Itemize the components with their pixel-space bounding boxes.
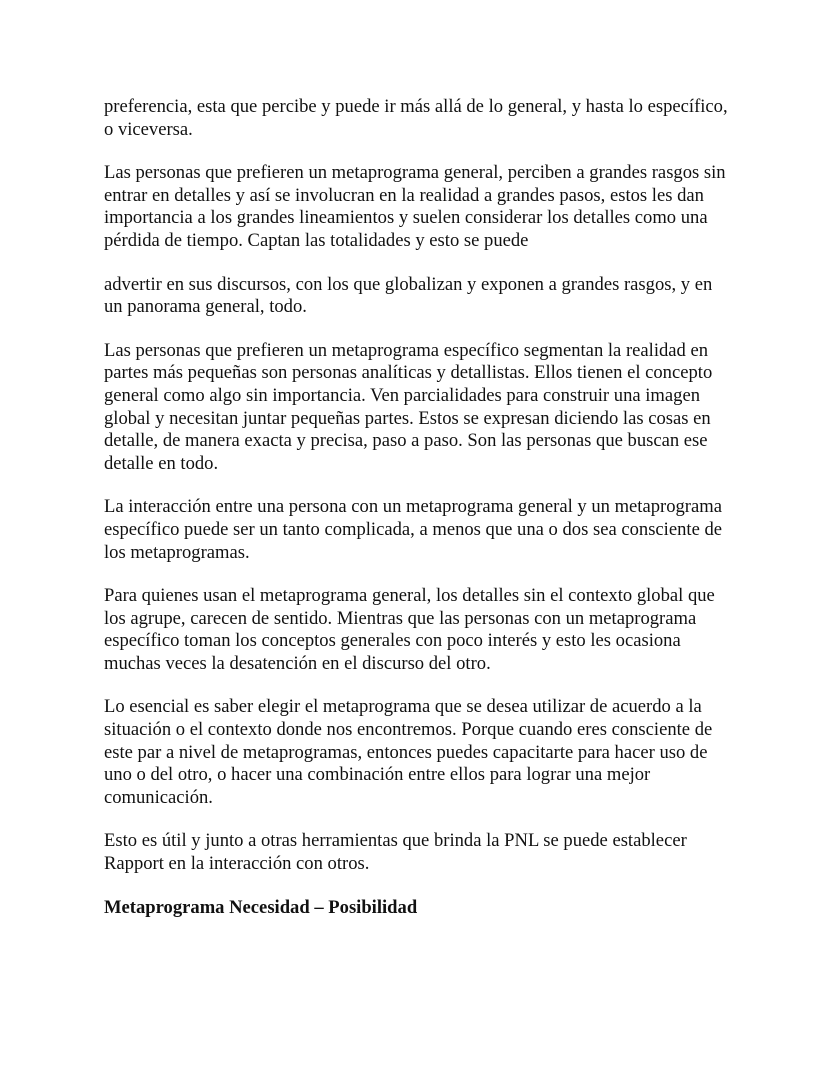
paragraph-3: advertir en sus discursos, con los que globalizan y exponen a grandes rasgos, y en un panorama general, todo.	[104, 273, 713, 318]
document-page	[104, 96, 734, 919]
paragraph-1: preferencia, esta que percibe y puede ir más allá de lo general, y hasta lo específico, o viceversa.	[104, 96, 728, 140]
paragraph-7: Lo esencial es saber elegir el metaprograma que se desea utilizar de acuerdo a la situación o el contexto donde nos encontremos. Porque cuando eres consciente de este par a nivel de metaprogramas, entonces puedes capacitarte para hacer uso de uno o del otro, o hacer una combinación entre ellos para lograr una mejor comunicación.	[104, 696, 713, 808]
paragraph-8: Esto es útil y junto a otras herramientas que brinda la PNL se puede establecer Rapport en la interacción con otros.	[104, 830, 687, 875]
paragraph-2: Las personas que prefieren un metaprograma general, perciben a grandes rasgos sin entrar en detalles y así se involucran en la realidad a grandes pasos, estos les dan importancia a los grandes lineamientos y suelen considerar los detalles como una pérdida de tiempo. Captan las totalidades y esto se puede	[104, 162, 726, 251]
paragraph-4: Las personas que prefieren un metaprograma específico segmentan la realidad en partes más pequeñas son personas analíticas y detallistas. Ellos tienen el concepto general como algo sin importancia. Ven parcialidades para construir una imagen global y necesitan juntar pequeñas partes. Estos se expresan diciendo las cosas en detalle, de manera exacta y precisa, paso a paso. Son las personas que buscan ese detalle en todo.	[104, 339, 713, 474]
paragraph-6: Para quienes usan el metaprograma general, los detalles sin el contexto global que los agrupe, carecen de sentido. Mientras que las personas con un metaprograma específico toman los conceptos generales con poco interés y esto les ocasiona muchas veces la desatención en el discurso del otro.	[104, 585, 715, 674]
paragraph-5: La interacción entre una persona con un metaprograma general y un metaprograma específico puede ser un tanto complicada, a menos que una o dos sea consciente de los metaprogramas.	[104, 496, 723, 563]
section-heading: Metaprograma Necesidad – Posibilidad	[104, 896, 418, 918]
